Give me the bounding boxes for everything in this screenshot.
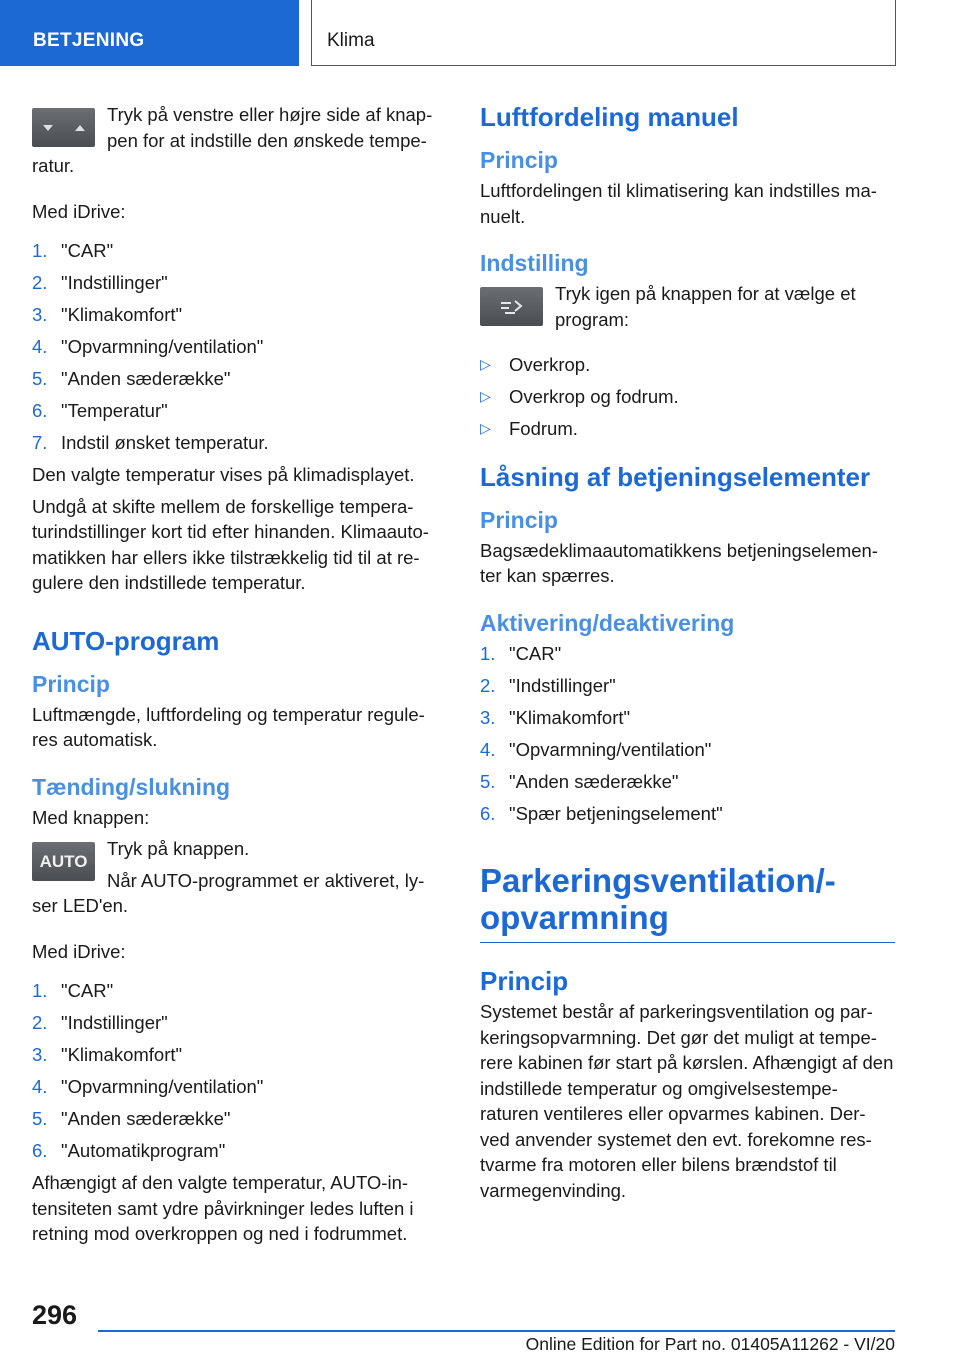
list-item: 3. "Klimakomfort" [480,706,631,728]
list-item: 2. "Indstillinger" [32,272,168,293]
auto-heading: AUTO-program [32,625,220,656]
steps-list-2 [32,978,447,1164]
princip-heading: Princip [480,147,558,173]
temp-instruction [32,102,447,185]
manual-principle: Luftfordelingen til klimatisering kan indstilles ma-nuelt. [480,180,877,227]
manual-heading: Luftfordeling manuel [480,102,739,132]
footer-divider [98,1330,895,1332]
setting-text: Tryk igen på knappen for at vælge et program: [555,283,856,330]
list-item: 4. "Opvarmning/ventilation" [32,336,264,357]
triangle-bullet-icon: ▷ [480,420,491,436]
list-item: 5. "Anden sæderække" [32,1108,231,1129]
activation-heading: Aktivering/deaktivering [480,609,735,636]
princip-heading: Princip [480,966,569,996]
footer-edition: Online Edition for Part no. 01405A11262 - VI/20 [525,1334,895,1354]
princip-heading: Princip [32,670,110,697]
setting-instruction [480,281,895,338]
list-item: 2. "Indstillinger" [32,1012,168,1033]
list-item: 6. "Spær betjeningselement" [480,802,723,824]
triangle-bullet-icon: ▷ [480,388,491,404]
lock-heading: Låsning af betjeningselementer [480,461,871,492]
list-item: 6. "Temperatur" [32,400,168,421]
temperature-rocker-icon [32,108,95,147]
avoid-text: Undgå at skifte mellem de forskellige tempera-turindstillinger kort tid efter hinanden. Klimaauto-matikken har ellers ikke tilstrækkelig tid til at re-gulere den indstillede temperatur. [32,495,429,593]
air-distribution-icon [480,287,543,326]
steps-list-1 [32,238,447,456]
shown-text: Den valgte temperatur vises på klimadisplayet. [32,464,415,485]
header-section: BETJENING [0,0,299,66]
auto-button-icon: AUTO [32,842,95,881]
header-chapter: Klima [311,0,896,66]
list-item: 3. "Klimakomfort" [32,304,183,325]
med-idrive-1: Med iDrive: [32,200,126,222]
list-item: 4. "Opvarmning/ventilation" [480,738,712,760]
program-list [480,352,895,442]
list-item: 2. "Indstillinger" [480,674,616,696]
temp-text: Tryk på venstre eller højre side af knap-pen for at indstille den ønskede tempe-ratur. [32,104,433,176]
triangle-bullet-icon: ▷ [480,356,491,372]
led-text: Når AUTO-programmet er aktiveret, ly-ser LED'en. [32,869,425,916]
list-item: 5. "Anden sæderække" [32,368,231,389]
auto-principle: Luftmængde, luftfordeling og temperatur regule-res automatisk. [32,703,425,750]
setting-heading: Indstilling [480,250,589,276]
on-off-heading: Tænding/slukning [32,773,231,800]
list-item: 4. "Opvarmning/ventilation" [32,1076,264,1097]
press-button: Tryk på knappen. [107,838,250,859]
princip-heading: Princip [480,506,558,533]
list-item: 1. "CAR" [480,642,562,664]
auto-instruction [32,836,447,925]
med-idrive-2: Med iDrive: [32,940,126,962]
left-column [32,102,447,1261]
parking-heading: Parkeringsventilation/-opvarmning [480,862,895,943]
list-item: ▷ Overkrop og fodrum. [480,384,895,410]
list-item: 5. "Anden sæderække" [480,770,679,792]
steps-list-3 [480,641,895,827]
list-item: 3. "Klimakomfort" [32,1044,183,1065]
list-item: ▷ Fodrum. [480,416,895,442]
lock-principle: Bagsædeklimaautomatikkens betjeningselemen-ter kan spærres. [480,539,878,586]
list-item: 6. "Automatikprogram" [32,1140,226,1161]
with-button: Med knappen: [32,806,150,828]
list-item: 7. Indstil ønsket temperatur. [32,432,269,453]
list-item: 1. "CAR" [32,980,114,1001]
right-column [480,102,895,1217]
auto-final: Afhængigt af den valgte temperatur, AUTO-in-tensiteten samt ydre påvirkninger ledes luften i retning mod overkroppen og ned i fodrummet. [32,1172,414,1244]
parking-text: Systemet består af parkeringsventilation og par-keringsopvarmning. Det gør det muligt at tempe-rere kabinen før start på kørslen. Afhængigt af den indstillede temperatur og omgivelsestempe-raturen ventileres eller opvarmes kabinen. Der-ved anvender systemet den evt. forekomne res-tvarme fra motoren eller bilens brændstof til varmegenvinding. [480,1001,894,1201]
list-item: 1. "CAR" [32,240,114,261]
page-number: 296 [32,1300,78,1330]
list-item: ▷ Overkrop. [480,352,895,378]
